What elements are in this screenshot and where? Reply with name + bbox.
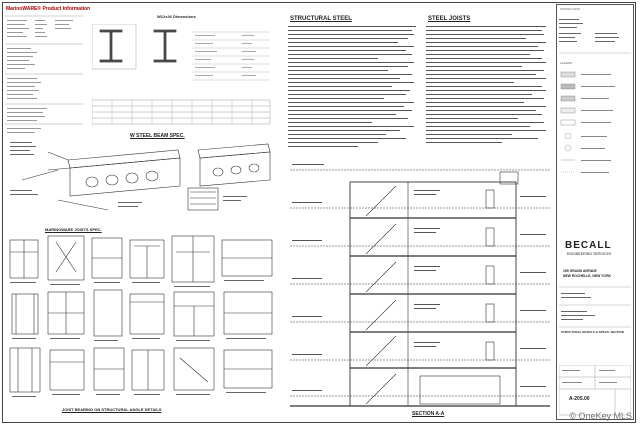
detail-grid: [6, 232, 278, 404]
joist-perspective-details: [8, 140, 278, 222]
watermark: © OneKey MLS: [569, 411, 632, 421]
marino-joist-spec-label: MARINOWARE JOISTS SPEC.: [45, 227, 102, 232]
structural-steel-notes: [288, 26, 418, 154]
structural-steel-title: STRUCTURAL STEEL: [290, 16, 352, 22]
zoning-label: ZONING DATA: [560, 7, 581, 11]
wide-flange-diagram: [92, 24, 272, 134]
address-line-2: NEW ROCHELLE, NEW YORK: [563, 274, 611, 278]
sheet-info-table: [559, 365, 631, 417]
steel-joists-title: STEEL JOISTS: [428, 16, 471, 22]
section-a-a-label: SECTION A-A: [412, 411, 445, 417]
zoning-data-lines: [559, 15, 631, 60]
company-sub: ENGINEERING SERVICES: [567, 252, 612, 256]
legend-label: LEGEND: [560, 61, 573, 65]
section-a-a-drawing: [290, 160, 552, 412]
address-line-1: 159 GRAND AVENUE: [563, 269, 597, 273]
joist-bearing-label: JOIST BEARING ON STRUCTURAL ANGLE DETAILS: [62, 407, 162, 412]
structural-details-label: STRUCTURAL DETAILS & SPECS. SECTION: [561, 330, 624, 334]
sheet-number: A-205.00: [569, 396, 590, 402]
marinoware-title: MarinoWARE® Product Information: [6, 6, 91, 12]
product-info-table: [5, 14, 85, 139]
w12x26-title: W12x26 Dimensions: [157, 14, 196, 19]
company-name: BECALL: [565, 240, 612, 251]
title-block: [556, 4, 634, 420]
legend-symbols: [559, 68, 631, 208]
project-info-lines: [559, 285, 631, 347]
steel-joists-notes: [426, 26, 548, 154]
w-beam-spec-label: W STEEL BEAM SPEC.: [130, 133, 185, 139]
